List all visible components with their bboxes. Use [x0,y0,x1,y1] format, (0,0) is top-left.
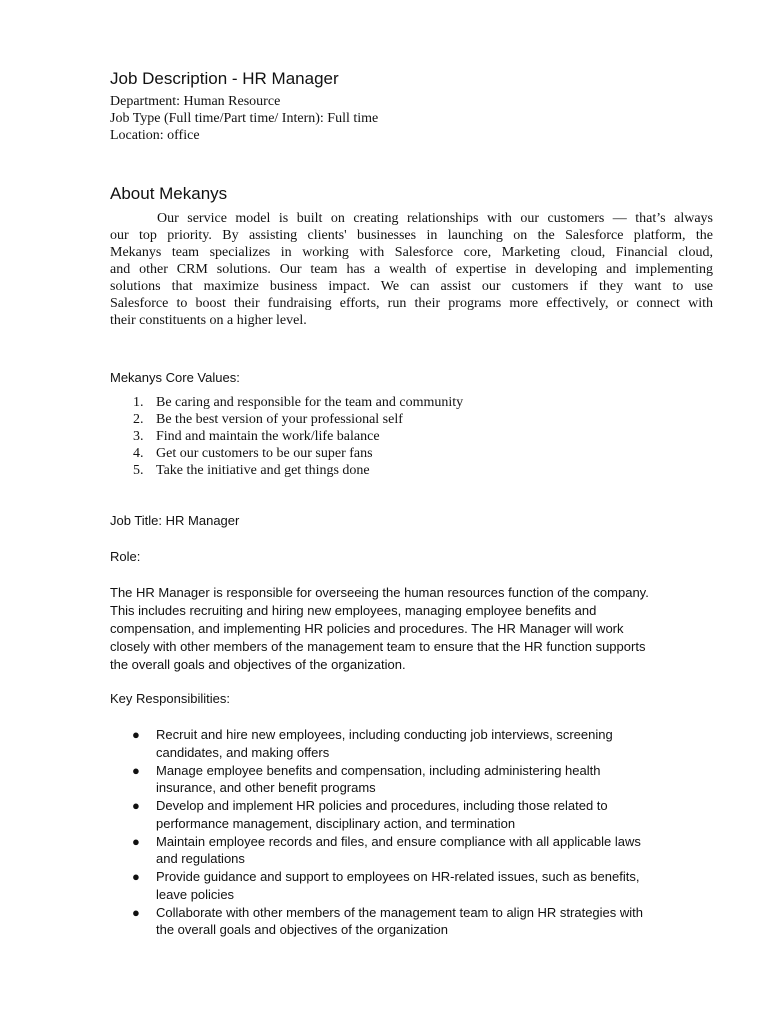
page-title: Job Description - HR Manager [110,69,339,88]
core-values-list [110,394,463,479]
list-item [110,868,643,903]
role-line: compensation, and implementing HR policies and procedures. The HR Manager will work [110,621,624,636]
department: Department: Human Resource [110,94,281,109]
list-text: Recruit and hire new employees, including conducting job interviews, screening [156,727,613,742]
about-line: and other CRM solutions. Our team has a wealth of expertise in developing and implementing [110,262,713,277]
list-number: 5. [133,463,144,478]
about-line: Salesforce to boost their fundraising efforts, run their programs more effectively, or connect with [110,296,713,311]
list-text: Maintain employee records and files, and ensure compliance with all applicable laws [156,833,641,849]
about-line: solutions that maximize business impact. We can assist our customers if they want to use [110,279,713,294]
job-type: Job Type (Full time/Part time/ Intern): Full time [110,111,379,126]
role-heading: Role: [110,549,141,564]
about-line: their constituents on a higher level. [110,313,307,328]
list-text: and regulations [156,851,245,866]
job-title: Job Title: HR Manager [110,513,240,528]
list-item [110,726,643,761]
role-line: This includes recruiting and hiring new employees, managing employee benefits and [110,603,597,618]
list-item [110,833,643,868]
list-text: the overall goals and objectives of the organization [156,922,448,937]
list-text: leave policies [156,886,235,902]
about-line: Mekanys team specializes in working with Salesforce core, Marketing cloud, Financial cloud, [110,245,713,260]
about-heading: About Mekanys [110,184,228,203]
list-number: 2. [133,412,144,427]
list-text: Get our customers to be our super fans [156,446,373,461]
bullet-icon: ● [132,869,140,884]
role-line: closely with other members of the management team to ensure that the HR function supports [110,639,646,654]
bullet-icon: ● [132,727,140,742]
list-item [110,462,463,479]
list-item [110,394,463,411]
list-text: Find and maintain the work/life balance [156,429,380,444]
about-line: Our service model is built on creating relationships with our customers — that’s always [157,211,713,226]
responsibilities-list [110,726,643,939]
list-item [110,762,643,797]
list-text: Develop and implement HR policies and procedures, including those related to [156,798,608,813]
list-text: Be caring and responsible for the team and community [156,395,464,410]
list-text: performance management, disciplinary action, and termination [156,815,516,831]
role-paragraph [110,584,649,674]
list-item [110,428,463,445]
role-line: The HR Manager is responsible for overseeing the human resources function of the company. [110,585,649,600]
list-text: Manage employee benefits and compensation, including administering health [156,762,601,778]
list-number: 1. [133,395,144,410]
bullet-icon: ● [132,762,140,778]
bullet-icon: ● [132,904,140,920]
responsibilities-heading: Key Responsibilities: [110,691,230,706]
list-text: insurance, and other benefit programs [156,780,376,795]
list-text: Collaborate with other members of the management team to align HR strategies with [156,904,644,920]
list-item [110,797,643,832]
list-number: 3. [133,429,144,444]
job-meta [110,93,378,144]
about-line: our top priority. By assisting clients' businesses in launching on the Salesforce platform, the [110,228,713,243]
list-item [110,904,643,939]
role-line: the overall goals and objectives of the organization. [110,657,406,672]
list-text: candidates, and making offers [156,744,330,760]
about-paragraph [110,210,713,329]
core-values-heading: Mekanys Core Values: [110,370,240,385]
location: Location: office [110,128,200,143]
bullet-icon: ● [132,798,140,813]
list-text: Provide guidance and support to employees on HR-related issues, such as benefits, [156,869,640,884]
list-item [110,445,463,462]
list-text: Be the best version of your professional self [156,412,403,427]
list-number: 4. [133,446,144,461]
list-item [110,411,463,428]
bullet-icon: ● [132,833,140,849]
list-text: Take the initiative and get things done [156,463,370,478]
